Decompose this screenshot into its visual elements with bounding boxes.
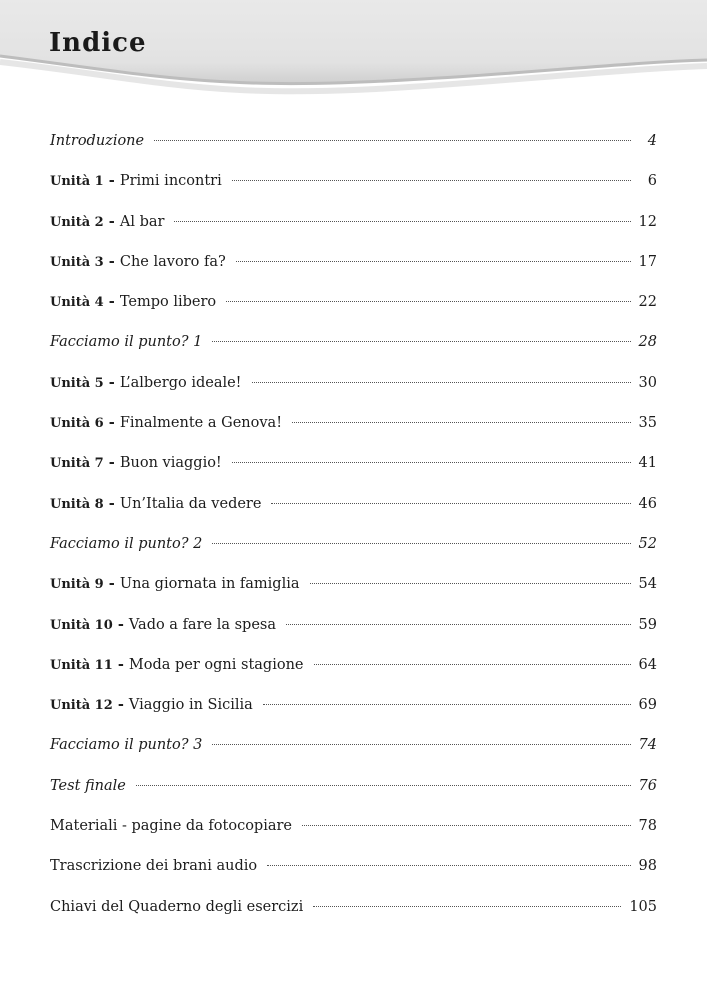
toc-page-number: 98	[638, 858, 657, 875]
toc-title-text: Tempo libero	[119, 294, 217, 311]
toc-unit-number: Unità 5	[50, 375, 104, 391]
dot-leader	[212, 340, 630, 342]
toc-entry	[50, 209, 657, 249]
dot-leader	[212, 743, 630, 745]
toc-entry	[50, 329, 657, 369]
toc-separator: -	[112, 696, 129, 714]
toc-entry-title	[50, 491, 261, 518]
toc-entry	[50, 692, 657, 732]
toc-page-number: 46	[638, 495, 657, 512]
toc-entry	[50, 410, 657, 450]
toc-entry-title	[50, 249, 226, 276]
toc-title-text: Materiali - pagine da fotocopiare	[50, 818, 292, 835]
toc-unit-number: Unità 6	[50, 416, 104, 432]
dot-leader	[310, 582, 631, 584]
toc-title-text: Vado a fare la spesa	[128, 616, 276, 633]
toc-entry-title	[50, 168, 222, 195]
toc-entry	[50, 128, 657, 168]
toc-unit-number: Unità 11	[50, 657, 113, 673]
toc-title-text: Moda per ogni stagione	[128, 656, 304, 673]
toc-entry	[50, 773, 657, 813]
dot-leader	[154, 139, 631, 141]
toc-separator: -	[103, 414, 120, 432]
toc-page-number: 22	[638, 294, 657, 311]
toc-page-number: 17	[638, 253, 657, 270]
toc-entry-title	[50, 853, 257, 879]
toc-entry	[50, 168, 657, 208]
toc-page-number: 6	[647, 173, 657, 190]
toc-page-number: 4	[647, 133, 657, 149]
toc-title-text: Facciamo il punto? 3	[50, 737, 203, 754]
toc-entry-title	[50, 894, 303, 920]
toc-entry	[50, 531, 657, 571]
toc-entry-title	[50, 732, 202, 758]
toc-title-text: Che lavoro fa?	[119, 253, 226, 270]
toc-entry	[50, 652, 657, 692]
toc-entry	[50, 450, 657, 490]
toc-entry-title	[50, 612, 276, 639]
toc-entry-title	[50, 209, 164, 236]
toc-entry-title	[50, 128, 144, 154]
toc-unit-number: Unità 10	[50, 617, 113, 633]
toc-entry-title	[50, 370, 242, 397]
dot-leader	[174, 220, 630, 222]
dot-leader	[136, 784, 631, 786]
toc-page-number: 69	[638, 697, 657, 714]
toc-entry-title	[50, 329, 202, 355]
toc-entry	[50, 894, 657, 934]
toc-title-text: Primi incontri	[119, 173, 222, 190]
dot-leader	[286, 623, 631, 625]
page-title: Indice	[49, 28, 147, 58]
toc-title-text: Buon viaggio!	[119, 455, 222, 472]
toc-title-text: Chiavi del Quaderno degli esercizi	[50, 898, 304, 915]
toc-entry-title	[50, 289, 216, 316]
toc-unit-number: Unità 4	[50, 295, 104, 311]
toc-title-text: Test finale	[50, 777, 126, 794]
dot-leader	[313, 905, 621, 907]
toc-page-number: 74	[638, 737, 657, 754]
dot-leader	[252, 381, 631, 383]
toc-title-text: Al bar	[119, 213, 165, 230]
toc-separator: -	[103, 575, 120, 593]
toc-title-text: Trascrizione dei brani audio	[50, 858, 258, 875]
dot-leader	[292, 421, 631, 423]
toc-unit-number: Unità 8	[50, 496, 104, 512]
toc-title-text: Finalmente a Genova!	[119, 415, 283, 432]
toc-page-number: 52	[638, 535, 657, 552]
dot-leader	[271, 502, 630, 504]
dot-leader	[226, 300, 630, 302]
toc-entry	[50, 853, 657, 893]
toc-title-text: Facciamo il punto? 2	[50, 535, 203, 552]
toc-page-number: 30	[638, 374, 657, 391]
toc-separator: -	[103, 454, 120, 472]
toc-entry	[50, 249, 657, 289]
toc-title-text: Un’Italia da vedere	[119, 495, 262, 512]
toc-entry	[50, 732, 657, 772]
toc-entry	[50, 289, 657, 329]
dot-leader	[232, 179, 631, 181]
toc-page-number: 12	[638, 213, 657, 230]
toc-page-number: 78	[638, 818, 657, 835]
toc-entry	[50, 612, 657, 652]
dot-leader	[302, 824, 631, 826]
toc-separator: -	[103, 252, 120, 270]
toc-page-number: 105	[629, 898, 657, 915]
toc-entry-title	[50, 652, 304, 679]
toc-title-text: L’albergo ideale!	[119, 374, 242, 391]
dot-leader	[232, 461, 631, 463]
toc-entry-title	[50, 531, 202, 557]
toc-separator: -	[103, 212, 120, 230]
toc-entry-title	[50, 410, 282, 437]
toc-page-number: 35	[638, 415, 657, 432]
toc-entry	[50, 491, 657, 531]
toc-title-text: Introduzione	[50, 133, 145, 149]
toc-unit-number: Unità 7	[50, 456, 104, 472]
toc-separator: -	[103, 172, 120, 190]
dot-leader	[263, 703, 631, 705]
toc-entry-title	[50, 773, 126, 799]
table-of-contents	[50, 128, 657, 934]
toc-title-text: Una giornata in famiglia	[119, 576, 300, 593]
toc-separator: -	[103, 494, 120, 512]
dot-leader	[212, 542, 630, 544]
toc-unit-number: Unità 1	[50, 174, 104, 190]
toc-entry-title	[50, 813, 292, 839]
toc-entry	[50, 813, 657, 853]
toc-entry	[50, 370, 657, 410]
dot-leader	[236, 260, 631, 262]
toc-entry	[50, 571, 657, 611]
toc-entry-title	[50, 571, 300, 598]
toc-unit-number: Unità 3	[50, 254, 104, 270]
toc-unit-number: Unità 2	[50, 214, 104, 230]
toc-page-number: 41	[638, 455, 657, 472]
toc-unit-number: Unità 12	[50, 698, 113, 714]
toc-page-number: 76	[638, 777, 657, 794]
toc-entry-title	[50, 692, 253, 719]
dot-leader	[267, 864, 630, 866]
toc-page-number: 59	[638, 616, 657, 633]
toc-separator: -	[103, 293, 120, 311]
toc-unit-number: Unità 9	[50, 577, 104, 593]
toc-title-text: Viaggio in Sicilia	[128, 697, 253, 714]
toc-page-number: 64	[638, 656, 657, 673]
toc-separator: -	[112, 615, 129, 633]
dot-leader	[314, 663, 631, 665]
toc-page-number: 28	[638, 334, 657, 351]
toc-entry-title	[50, 450, 222, 477]
toc-title-text: Facciamo il punto? 1	[50, 334, 203, 351]
toc-separator: -	[112, 655, 129, 673]
toc-separator: -	[103, 373, 120, 391]
toc-page-number: 54	[638, 576, 657, 593]
